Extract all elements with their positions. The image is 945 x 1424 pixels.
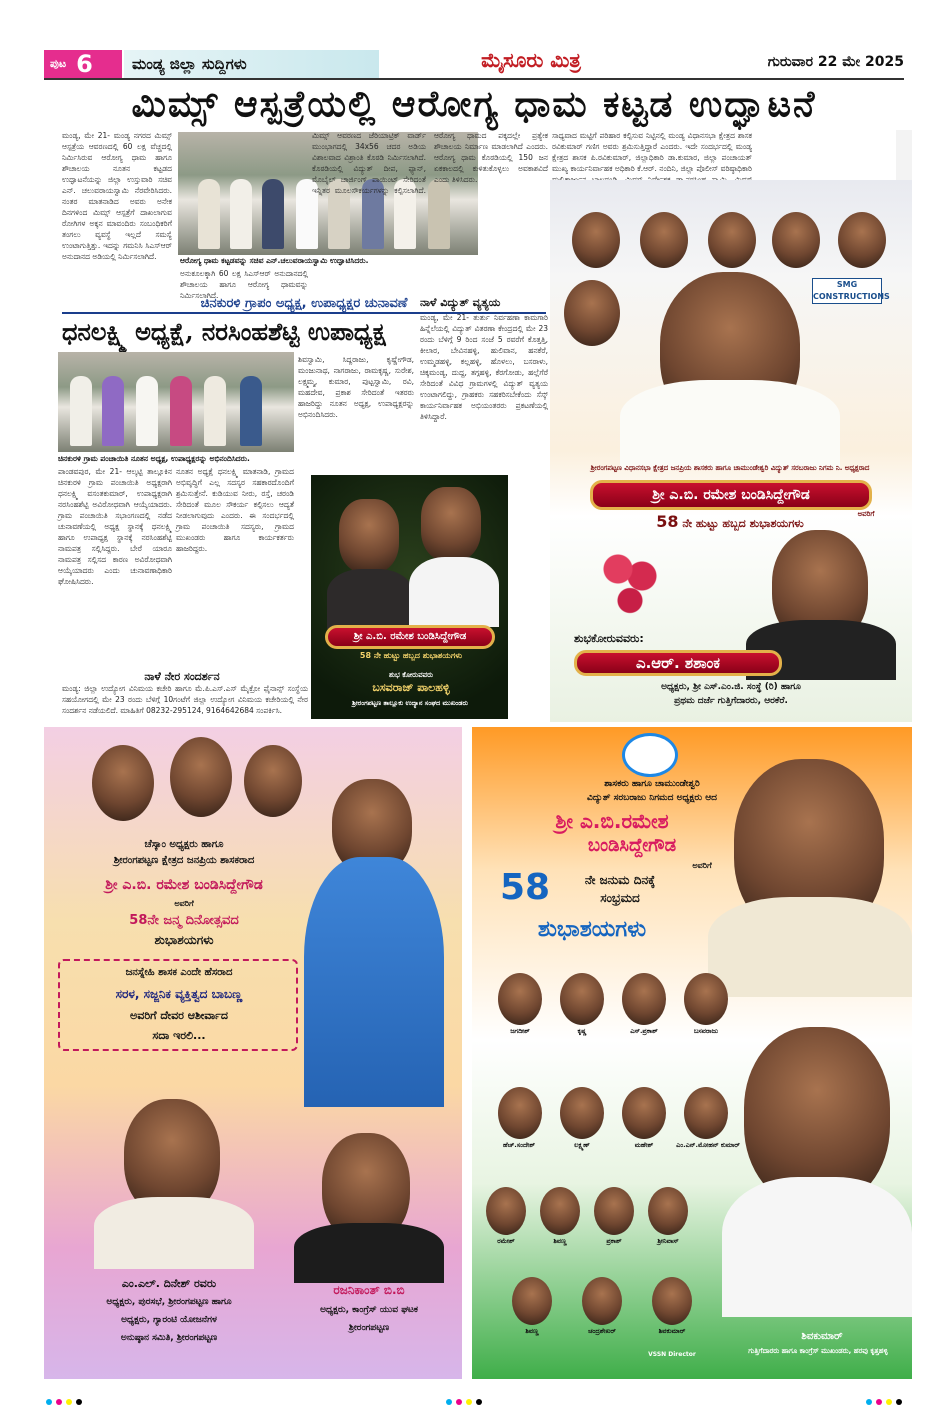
bl-name: ಶ್ರೀ ಎ.ಬಿ. ರಮೇಶ ಬಂಡಿಸಿದ್ದೇಗೌಡ xyxy=(105,877,263,893)
story1-col2 xyxy=(312,130,548,290)
bl-quote-box xyxy=(58,959,298,1051)
story1-col2b-text: ಅನುಕೂಲಕ್ಕಾಗಿ 60 ಲಕ್ಷ ಸಿಎಸ್ಆರ್ ಅನುದಾನದಲ್ಲಿ ಶೌಚಾಲಯ ಹಾಗೂ ಆರೋಗ್ಯ ಧಾಮವನ್ನು ನಿರ್ಮಿಸಲಾಗಿದೆ. xyxy=(180,269,308,300)
ad-birthday-bottom-right xyxy=(472,727,912,1379)
bl-box2: ಸರಳ, ಸಜ್ಜನಿಕ ವ್ಯಕ್ತಿತ್ವದ ಬಾಬಣ್ಣ xyxy=(115,987,243,1001)
right-wisher-role: ಅಧ್ಯಕ್ಷರು, ಶ್ರೀ ಎಸ್.ಎಂ.ಜಿ. ಸಂಸ್ಥೆ (ರಿ) ಹಾಗೂ xyxy=(661,682,801,692)
story3-text-col xyxy=(420,312,548,470)
portrait-photo xyxy=(421,487,481,561)
supporter-portrait xyxy=(622,973,666,1025)
right-wisher-role2: ಪ್ರಥಮ ದರ್ಜೆ ಗುತ್ತಿಗೆದಾರರು, ಆರಕೆರೆ. xyxy=(674,696,788,706)
supporter-name: ಎಂ.ಎನ್.ಮೋಹನ್ ಕುಮಾರ್ xyxy=(676,1141,740,1149)
supporter-portrait xyxy=(648,1187,688,1235)
person-figure xyxy=(204,376,226,446)
person-figure xyxy=(198,179,220,249)
reg-dot xyxy=(466,1399,472,1405)
supporter-name: ಹೆಚ್.ಸಂದೇಶ್ xyxy=(502,1141,536,1149)
leader-portrait xyxy=(708,212,756,268)
bl-p2-role2: ಶ್ರೀರಂಗಪಟ್ಟಣ xyxy=(348,1323,390,1333)
supporter-portrait xyxy=(560,973,604,1025)
ad-birthday-small xyxy=(311,475,508,719)
bl-box3: ಅವರಿಗೆ ದೇವರ ಆಶೀರ್ವಾದ xyxy=(130,1009,228,1022)
br-avarige: ಅವರಿಗೆ xyxy=(692,861,712,870)
masthead: ಮೈಸೂರು ಮಿತ್ರ xyxy=(481,48,581,72)
elder-portrait xyxy=(92,745,154,821)
publication-date: ಗುರುವಾರ 22 ಮೇ 2025 xyxy=(767,54,904,70)
bl-box4: ಸದಾ ಇರಲಿ... xyxy=(152,1029,206,1042)
ad-birthday-bottom-left xyxy=(44,727,462,1379)
br-number: 58 xyxy=(499,867,551,908)
br-name2: ಬಂಡಿಸಿದ್ದೇಗೌಡ xyxy=(587,835,677,856)
person-figure xyxy=(240,376,262,446)
mid-wisher-role: ಶ್ರೀರಂಗಪಟ್ಟಣ ತಾಲ್ಲೂಕು ಉದ್ಯಾನ ಸಂಘದ ಮುಖಂಡರು xyxy=(352,699,468,707)
bl-line1: ಚೆಸ್ಕಾಂ ಅಧ್ಯಕ್ಷರು ಹಾಗೂ xyxy=(144,839,224,850)
br-line2: ವಿದ್ಯುತ್ ಸರಬರಾಜು ನಿಗಮದ ಅಧ್ಯಕ್ಷರು ಆದ xyxy=(587,793,717,803)
br-name1: ಶ್ರೀ ಎ.ಬಿ.ರಮೇಶ xyxy=(555,809,669,833)
shirt-shape xyxy=(409,557,499,627)
story2-col-a xyxy=(58,466,172,662)
section-name: ಮಂಡ್ಯ ಜಿಲ್ಲಾ ಸುದ್ದಿಗಳು xyxy=(124,50,379,78)
mini-headline: ನಾಳೆ ನೇರ ಸಂದರ್ಶನ xyxy=(144,670,220,683)
right-number: 58 xyxy=(656,512,679,531)
reg-dot xyxy=(446,1399,452,1405)
story2-col-b xyxy=(176,466,294,662)
mid-name-banner: ಶ್ರೀ ಎ.ಬಿ. ರಮೇಶ ಬಂಡಿಸಿದ್ದೇಗೌಡ xyxy=(325,625,495,649)
supporter-portrait xyxy=(498,1087,542,1139)
person-figure xyxy=(136,376,158,446)
supporter-portrait xyxy=(498,973,542,1025)
supporter-portrait xyxy=(540,1187,580,1235)
supporter-name: ಕೃಷ್ಣ xyxy=(577,1027,587,1035)
bl-line2: ಶ್ರೀರಂಗಪಟ್ಟಣ ಕ್ಷೇತ್ರದ ಜನಪ್ರಿಯ ಶಾಸಕರಾದ xyxy=(113,855,255,866)
supporter-portrait xyxy=(486,1187,526,1235)
supporter-name: ರಮೇಶ್ xyxy=(497,1237,515,1245)
supporter-portrait xyxy=(512,1277,552,1325)
story1-col1 xyxy=(62,130,172,295)
supporter-name: ಪ್ರಕಾಶ್ xyxy=(606,1237,622,1245)
right-wisher-name: ಎ.ಆರ್. ಶಶಾಂಕ xyxy=(574,650,782,676)
reg-dot xyxy=(476,1399,482,1405)
right-wishers-label: ಶುಭಕೋರುವವರು: xyxy=(574,632,644,645)
story2-col-c xyxy=(298,354,414,472)
story2-col-b-text: ನೂತನ ಅಧ್ಯಕ್ಷೆ ಧನಲಕ್ಷ್ಮಿ ಮಾತನಾಡಿ, ಗ್ರಾಮದ ಅಭಿವೃದ್ಧಿಗೆ ಎಲ್ಲ ಸದಸ್ಯರ ಸಹಕಾರದೊಂದಿಗೆ ಶ್ರಮಿಸುತ್ತೇನೆ. ಕುಡಿಯುವ ನೀರು, ರಸ್ತೆ, ಚರಂಡಿ ಸೇರಿದಂತೆ ಮೂಲ ಸೌಕರ್ಯ ಕಲ್ಪಿಸಲು ಆದ್ಯತೆ ನೀಡಲಾಗುವುದು ಎಂದರು. ಈ ಸಂದರ್ಭದಲ್ಲಿ ಗ್ರಾಮ ಪಂಚಾಯಿತಿ ಸದಸ್ಯರು, ಗ್ರಾಮದ ಮುಖಂಡರು ಹಾಗೂ ಕಾರ್ಯಕರ್ತರು ಹಾಜರಿದ್ದರು. xyxy=(176,467,294,553)
leader-portrait xyxy=(838,212,886,268)
reg-dot xyxy=(46,1399,52,1405)
woman-portrait xyxy=(244,745,302,817)
bl-p2-name: ರಜನಿಕಾಂತ್ ಬಿ.ಬಿ xyxy=(333,1283,405,1297)
person-figure xyxy=(70,376,92,446)
story2-col-a-text: ಪಾಂಡವಪುರ, ಮೇ 21- ಆಲ್ಕಟ್ಟಿ ತಾಲ್ಲೂಕಿನ ಚಿನಕುರಳಿ ಗ್ರಾಮ ಪಂಚಾಯಿತಿ ಅಧ್ಯಕ್ಷರಾಗಿ ಧನಲಕ್ಷ್ಮಿ ವಸಂತಕುಮಾರ್, ಉಪಾಧ್ಯಕ್ಷರಾಗಿ ನರಸಿಂಹಶೆಟ್ಟಿ ಅವಿರೋಧವಾಗಿ ಆಯ್ಕೆಯಾದರು. ಗ್ರಾಮ ಪಂಚಾಯಿತಿ ಸಭಾಂಗಣದಲ್ಲಿ ನಡೆದ ಚುನಾವಣೆಯಲ್ಲಿ ಅಧ್ಯಕ್ಷ ಸ್ಥಾನಕ್ಕೆ ಧನಲಕ್ಷ್ಮಿ ಹಾಗೂ ಉಪಾಧ್ಯಕ್ಷ ಸ್ಥಾನಕ್ಕೆ ನರಸಿಂಹಶೆಟ್ಟಿ ನಾಮಪತ್ರ ಸಲ್ಲಿಸಿದ್ದರು. ಬೇರೆ ಯಾರೂ ನಾಮಪತ್ರ ಸಲ್ಲಿಸದ ಕಾರಣ ಅವಿರೋಧವಾಗಿ ಆಯ್ಕೆಯಾದರು ಎಂದು ಚುನಾವಣಾಧಿಕಾರಿ ಘೋಷಿಸಿದರು. xyxy=(58,467,172,586)
page-number-badge xyxy=(44,50,122,78)
story2-kicker: ಚಿನಕುರಳಿ ಗ್ರಾಪಂ ಅಧ್ಯಕ್ಷ, ಉಪಾಧ್ಯಕ್ಷರ ಚುನಾವಣೆ xyxy=(200,296,408,311)
reg-dot xyxy=(66,1399,72,1405)
bl-p1-name: ಎಂ.ಎಲ್. ದಿನೇಶ್ ರವರು xyxy=(121,1277,217,1290)
story1-col3-tail xyxy=(756,130,906,180)
story1-caption: ಆರೋಗ್ಯ ಧಾಮ ಕಟ್ಟಡವನ್ನು ಸಚಿವ ಎನ್.ಚಲುವರಾಯಸ್ವಾಮಿ ಉದ್ಘಾಟಿಸಿದರು. xyxy=(180,256,369,265)
supporter-name: ಶಿವಣ್ಣ xyxy=(553,1237,567,1245)
supporter-portrait xyxy=(622,1087,666,1139)
bl-p1-role1: ಅಧ್ಯಕ್ಷರು, ಪುರಸಭೆ, ಶ್ರೀರಂಗಪಟ್ಟಣ ಹಾಗೂ xyxy=(106,1297,232,1307)
br-tag: VSSN Director xyxy=(648,1351,696,1358)
br-wisher-shirt xyxy=(722,1177,912,1317)
person-figure xyxy=(230,179,252,249)
supporter-name: ಜಗದೀಶ್ xyxy=(510,1027,530,1035)
bl-box1: ಜನಸ್ನೇಹಿ ಶಾಸಕ ಎಂದೇ ಹೆಸರಾದ xyxy=(125,967,233,978)
ad-birthday-right xyxy=(550,180,912,722)
bl-avarige: ಅವರಿಗೆ xyxy=(174,899,194,908)
reg-dot xyxy=(886,1399,892,1405)
bl-line3: 58ನೇ ಜನ್ಮ ದಿನೋತ್ಸವದ xyxy=(129,913,239,928)
story3-headline: ನಾಳೆ ವಿದ್ಯುತ್ ವ್ಯತ್ಯಯ xyxy=(420,296,501,309)
story1-col2b xyxy=(180,268,308,300)
story1-col1-text: ಮಂಡ್ಯ, ಮೇ 21- ಮಂಡ್ಯ ನಗರದ ಮಿಮ್ಸ್ ಆಸ್ಪತ್ರೆಯ ಆವರಣದಲ್ಲಿ 60 ಲಕ್ಷ ವೆಚ್ಚದಲ್ಲಿ ನಿರ್ಮಿಸಿರುವ ಆರೋಗ್ಯ ಧಾಮ ಹಾಗೂ ಶೌಚಾಲಯ ನೂತನ ಕಟ್ಟಡದ ಉದ್ಘಾಟನೆಯನ್ನು ಜಿಲ್ಲಾ ಉಸ್ತುವಾರಿ ಸಚಿವ ಎನ್. ಚಲುವರಾಯಸ್ವಾಮಿ ನೆರವೇರಿಸಿದರು. ನಂತರ ಮಾತನಾಡಿದ ಅವರು ಅನೇಕ ದಿನಗಳಿಂದ ಮಿಮ್ಸ್ ಆಸ್ಪತ್ರೆಗೆ ದಾಖಲಾಗುವ ರೋಗಿಗಳ ಅಕ್ಕನ ಮಾವಂದಿರು ಸಂಬಂಧಿಕರಿಗೆ ತಂಗಲು ವ್ಯವಸ್ಥೆ ಇಲ್ಲದೆ ಸಮಸ್ಯೆ ಉಂಟಾಗುತ್ತಿತ್ತು. ಇದನ್ನು ಗಮನಿಸಿ ಸಿಎಸ್ಆರ್ ಅನುದಾನದ ಅಡಿಯಲ್ಲಿ ನಿರ್ಮಿಸಲಾಗಿದೆ. xyxy=(62,131,172,261)
page-label: ಪುಟ xyxy=(50,57,67,70)
supporter-portrait xyxy=(652,1277,692,1325)
reg-dot xyxy=(56,1399,62,1405)
person-figure xyxy=(102,376,124,446)
leader-portrait xyxy=(640,212,688,268)
right-wishes xyxy=(600,512,860,531)
leader-portrait xyxy=(772,212,820,268)
supporter-portrait xyxy=(684,973,728,1025)
br-wishes: ಶುಭಾಶಯಗಳು xyxy=(537,917,647,942)
br-line1: ಶಾಸಕರು ಹಾಗೂ ಚಾಮುಂಡೇಶ್ವರಿ xyxy=(604,779,700,789)
br-main-shirt xyxy=(708,897,912,997)
roses-icon xyxy=(600,548,660,618)
story2-col-c-text: ಶಿವಸ್ವಾಮಿ, ಸಿದ್ದರಾಜು, ಕೃಷ್ಣೇಗೌಡ, ಮಂಜುನಾಥ, ನಾಗರಾಜು, ರಾಮಕೃಷ್ಣ, ಸುರೇಶ, ಲಕ್ಷ್ಮಮ್ಮ, ಕುಮಾರ, ಪುಟ್ಟಸ್ವಾಮಿ, ರವಿ, ಮಹದೇವ, ಪ್ರಕಾಶ ಸೇರಿದಂತೆ ಇತರರು ಹಾಜರಿದ್ದು ನೂತನ ಅಧ್ಯಕ್ಷ, ಉಪಾಧ್ಯಕ್ಷರನ್ನು ಅಭಿನಂದಿಸಿದರು. xyxy=(298,355,414,419)
smg-logo: SMG CONSTRUCTIONS xyxy=(812,278,882,304)
mini-story xyxy=(62,683,308,723)
br-line3: ನೇ ಜನುಮ ದಿನಕ್ಕೆ xyxy=(584,873,656,887)
story1-col3-text: ಸಾಧ್ಯವಾದ ಮಟ್ಟಿಗೆ ಪರಿಹಾರ ಕಲ್ಪಿಸುವ ನಿಟ್ಟಿನಲ್ಲಿ ಮಂಡ್ಯ ವಿಧಾನಸಭಾ ಕ್ಷೇತ್ರದ ಶಾಸಕ ರವಿಕುಮಾರ್ ಗಣಿಗ ಅವರು ಶ್ರಮಿಸುತ್ತಿದ್ದಾರೆ ಎಂದರು. ಇದೇ ಸಂದರ್ಭದಲ್ಲಿ ಮಂಡ್ಯ ಕ್ಷೇತ್ರದ ಶಾಸಕ ಪಿ.ರವಿಕುಮಾರ್, ಜಿಲ್ಲಾಧಿಕಾರಿ ಡಾ.ಕುಮಾರ, ಜಿಲ್ಲಾ ಪಂಚಾಯತ್ ಮುಖ್ಯ ಕಾರ್ಯನಿರ್ವಾಹಕ ಅಧಿಕಾರಿ ಕೆ.ಆರ್. ನಂದಿನಿ, ಜಿಲ್ಲಾ ಪೊಲೀಸ್ ವರಿಷ್ಠಾಧಿಕಾರಿ xyxy=(552,131,752,173)
story1-col2-text: ಮಿಮ್ಸ್ ಆವರಣದ ಜೆರಿಯಾಟ್ರಿಕ್ ವಾರ್ಡ್ ಮುಂಭಾಗದಲ್ಲಿ 34x56 ಚದರ ಅಡಿಯ ವಿಶಾಲವಾದ ವಿಶ್ರಾಂತಿ ಕೊಠಡಿ ನಿರ್ಮಿಸಲಾಗಿದೆ. ಕೊಠಡಿಯಲ್ಲಿ ವಿದ್ಯುತ್ ದೀಪ, ಫ್ಯಾನ್, ಮೊಬೈಲ್ ಚಾರ್ಜಿಂಗ್ ಪಾಯಿಂಟ್ ಸೇರಿದಂತೆ ಇನ್ನಿತರ ಮೂಲಸೌಕರ್ಯಗಳನ್ನು ಕಲ್ಪಿಸಲಾಗಿದೆ. ಆರೋಗ್ಯ ಧಾಮದ ಪಕ್ಕದಲ್ಲೇ ಪ್ರತ್ಯೇಕ ಶೌಚಾಲಯ ನಿರ್ಮಾಣ ಮಾಡಲಾಗಿದೆ ಎಂದರು. ಆರೋಗ್ಯ ಧಾಮ ಕೊಠಡಿಯಲ್ಲಿ 150 ಜನ ಏಕಕಾಲದಲ್ಲಿ ಕುಳಿತುಕೊಳ್ಳಲು ಅವಕಾಶವಿದೆ ಎಂದು ತಿಳಿಸಿದರು. xyxy=(312,131,548,195)
story2-photo xyxy=(58,352,294,452)
mid-wishes xyxy=(331,651,491,661)
story2-caption: ಚಿನಕುರಳಿ ಗ್ರಾಮ ಪಂಚಾಯಿತಿ ನೂತನ ಅಧ್ಯಕ್ಷ, ಉಪಾಧ್ಯಕ್ಷರನ್ನು ಅಭಿನಂದಿಸಿದರು. xyxy=(58,454,250,463)
main-shirt xyxy=(620,380,840,470)
person-figure xyxy=(170,376,192,446)
right-avarige: ಅವರಿಗೆ xyxy=(857,510,875,518)
reg-dot xyxy=(896,1399,902,1405)
main-headline: ಮಿಮ್ಸ್ ಆಸ್ಪತ್ರೆಯಲ್ಲಿ ಆರೋಗ್ಯ ಧಾಮ ಕಟ್ಟಡ ಉದ್ಘಾಟನೆ xyxy=(131,83,817,125)
supporter-name: ಶಿವಕುಮಾರ್ xyxy=(658,1327,686,1335)
supporter-portrait xyxy=(560,1087,604,1139)
leader-portrait xyxy=(572,212,620,268)
mid-wishers-label: ಶುಭ ಕೋರುವವರು xyxy=(388,671,434,679)
mini-story-text: ಮಂಡ್ಯ: ಜಿಲ್ಲಾ ಉದ್ಯೋಗ ವಿನಿಮಯ ಕಚೇರಿ ಹಾಗೂ ಮೆ.ಪಿ.ಎಸ್.ಎಸ್ ಮೈಕ್ರೋ ಫೈನಾನ್ಸ್ ಸಂಸ್ಥೆಯ ಸಹಯೋಗದಲ್ಲಿ ಮೇ 23 ರಂದು ಬೆಳಿಗ್ಗೆ 10ಗಂಟೆಗೆ ಜಿಲ್ಲಾ ಉದ್ಯೋಗ ವಿನಿಮಯ ಕಚೇರಿಯಲ್ಲಿ ನೇರ ಸಂದರ್ಶನ ನಡೆಯಲಿದೆ. ಮಾಹಿತಿಗೆ 08232-295124, 9164642684 ಸಂಪರ್ಕಿಸಿ. xyxy=(62,684,308,715)
right-tagline: ಶ್ರೀರಂಗಪಟ್ಟಣ ವಿಧಾನಸಭಾ ಕ್ಷೇತ್ರದ ಜನಪ್ರಿಯ ಶಾಸಕರು ಹಾಗೂ ಚಾಮುಂಡೇಶ್ವರಿ ವಿದ್ಯುತ್ ಸರಬರಾಜು ನಿಗಮ ನಿ. ಅಧ್ಯಕ್ಷರಾದ xyxy=(590,464,870,472)
page-number: 6 xyxy=(76,50,93,78)
party-hand-icon xyxy=(622,733,678,777)
print-registration-marks xyxy=(0,1399,945,1411)
supporter-name: ಶ್ರೀನಿವಾಸ್ xyxy=(657,1237,679,1245)
mid-wisher-name: ಬಸವರಾಜ್ ಪಾಲಹಳ್ಳಿ xyxy=(372,681,450,694)
leader-portrait xyxy=(564,280,620,346)
supporter-name: ಶಿವಣ್ಣ xyxy=(525,1327,539,1335)
br-line4: ಸಂಭ್ರಮದ xyxy=(600,891,640,905)
shirt-shape xyxy=(327,569,413,629)
dinesh-shirt xyxy=(94,1197,254,1269)
elder-portrait xyxy=(170,737,232,817)
bl-line4: ಶುಭಾಶಯಗಳು xyxy=(154,933,214,947)
reg-dot xyxy=(876,1399,882,1405)
portrait-photo xyxy=(339,499,399,573)
supporter-name: ಎಸ್.ಪ್ರಕಾಶ್ xyxy=(630,1027,658,1035)
story3-text: ಮಂಡ್ಯ, ಮೇ 21- ತುರ್ತು ನಿರ್ವಹಣಾ ಕಾಮಗಾರಿ ಹಿನ್ನೆಲೆಯಲ್ಲಿ ವಿದ್ಯುತ್ ವಿತರಣಾ ಕೇಂದ್ರದಲ್ಲಿ ಮೇ 23 ರಂದು ಬೆಳಿಗ್ಗೆ 9 ರಿಂದ ಸಂಜೆ 5 ರವರೆಗೆ ಕೊತ್ತತ್ತಿ, ಕೀಲಾರ, ಬೇವಿನಹಳ್ಳಿ, ಹುಲಿವಾನ, ಹನಕೆರೆ, ಉಮ್ಮಡಹಳ್ಳಿ, ಕಲ್ಲಹಳ್ಳಿ, ಹೊಳಲು, ಬಸರಾಳು, ಚಿಕ್ಕಮಂಡ್ಯ, ದುದ್ದ, ತಗ್ಗಹಳ್ಳಿ, ಕೆರಗೋಡು, ಹಲ್ಲೆಗೆರೆ ಸೇರಿದಂತೆ ವಿವಿಧ ಗ್ರಾಮಗಳಲ್ಲಿ ವಿದ್ಯುತ್ ವ್ಯತ್ಯಯ ಉಂಟಾಗಲಿದ್ದು, ಗ್ರಾಹಕರು ಸಹಕರಿಸಬೇಕೆಂದು ಸೆಸ್ಕ್ ಕಾರ್ಯನಿರ್ವಾಹಕ ಅಭಿಯಂತರರು ಪ್ರಕಟಣೆಯಲ್ಲಿ ತಿಳಿಸಿದ್ದಾರೆ. xyxy=(420,313,548,421)
right-name-banner: ಶ್ರೀ ಎ.ಬಿ. ರಮೇಶ ಬಂಡಿಸಿದ್ದೇಗೌಡ xyxy=(590,480,872,510)
right-wishes-text: ನೇ ಹುಟ್ಟು ಹಬ್ಬದ ಶುಭಾಶಯಗಳು xyxy=(682,517,804,530)
supporter-name: ಚಂದ್ರಶೇಖರ್ xyxy=(588,1327,616,1335)
supporter-name: ಲಕ್ಷ್ಮಣ್ xyxy=(574,1141,590,1149)
supporter-name: ಬಸವರಾಜು xyxy=(693,1027,719,1035)
mid-number: 58 xyxy=(359,651,372,660)
rajanikanth-shirt xyxy=(294,1223,444,1283)
person-figure xyxy=(262,179,284,249)
reg-dot xyxy=(866,1399,872,1405)
reg-dot xyxy=(76,1399,82,1405)
page-header xyxy=(44,48,904,80)
supporter-portrait xyxy=(684,1087,728,1139)
bl-p2-role1: ಅಧ್ಯಕ್ಷರು, ಕಾಂಗ್ರೆಸ್ ಯುವ ಘಟಕ xyxy=(320,1305,418,1315)
reg-dot xyxy=(456,1399,462,1405)
supporter-name: ಮಹೇಶ್ xyxy=(634,1141,654,1149)
story2-headline: ಧನಲಕ್ಷ್ಮಿ ಅಧ್ಯಕ್ಷೆ, ನರಸಿಂಹಶೆಟ್ಟಿ ಉಪಾಧ್ಯಕ್ಷ xyxy=(62,317,386,346)
bl-p1-role3: ಅನುಷ್ಠಾನ ಸಮಿತಿ, ಶ್ರೀರಂಗಪಟ್ಟಣ xyxy=(120,1333,218,1343)
main-shirt xyxy=(304,857,444,1107)
supporter-portrait xyxy=(582,1277,622,1325)
supporter-portrait xyxy=(594,1187,634,1235)
br-main-wisher-role: ಗುತ್ತಿಗೆದಾರರು ಹಾಗೂ ಕಾಂಗ್ರೆಸ್ ಮುಖಂಡರು, ಹರವು ಕೃತ್ತಹಳ್ಳಿ xyxy=(748,1347,888,1355)
bl-p1-role2: ಅಧ್ಯಕ್ಷರು, ಗ್ಯಾರಂಟಿ ಯೋಜನೆಗಳ xyxy=(121,1315,217,1325)
br-main-wisher: ಶಿವಕುಮಾರ್ xyxy=(801,1331,843,1342)
story1-col3 xyxy=(552,130,752,173)
mid-wishes-text: ನೇ ಹುಟ್ಟು ಹಬ್ಬದ ಶುಭಾಶಯಗಳು xyxy=(373,651,463,660)
